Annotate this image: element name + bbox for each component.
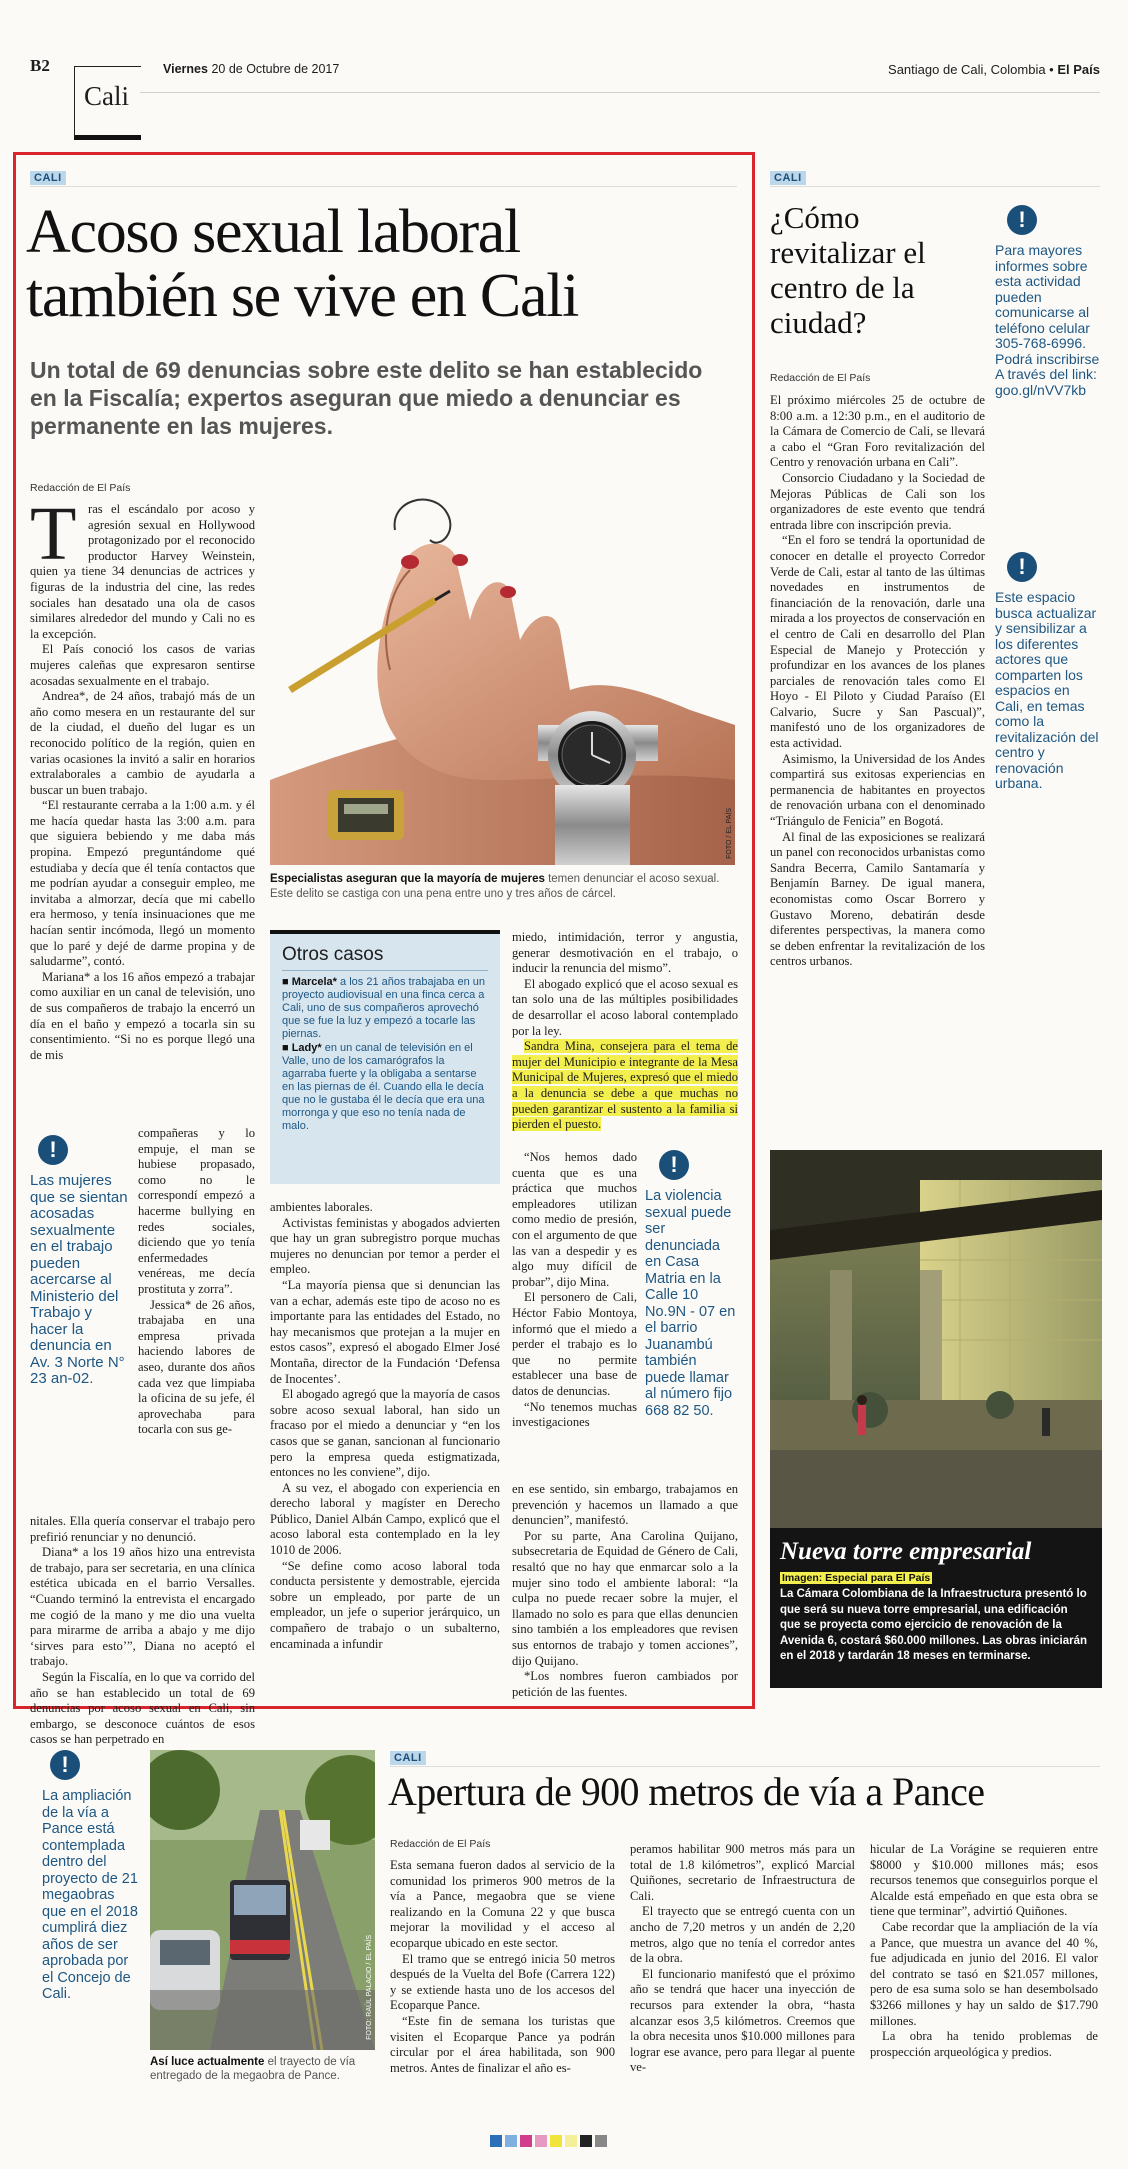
side-note-1 [30,1135,130,1388]
paragraph: El personero de Cali, Héctor Fabio Montoya, informó que el miedo a perder el trabajo es lo que no permite establecer una base de datos de denuncias. [512,1290,637,1398]
paragraph: El País conoció los casos de varias mujeres caleñas que expresaron sentirse acosadas sexualmente en el trabajo. [30,642,255,688]
dropcap: T [30,492,77,576]
main-headline [26,200,578,328]
main-column-3-bottom [512,1482,738,1700]
bottom-column-2 [630,1842,855,2076]
highlight: Sandra Mina, consejera para el tema de mujer del Municipio e integrante de la Mesa Municipal de Mujeres, expresó que el miedo a la denuncia se debe a que muchas no pueden garantizar el sustento a la familia si pierden el puesto. [512,1039,738,1132]
other-cases-box [270,930,500,1184]
case-text: en un canal de televisión en el Valle, uno de los camarógrafos la agarraba fuerte y la obligaba a sentarse en las piernas de él. Cuando ella le decía que no le gustaba él le decía que era una morronga y que eso no tenía nada de malo. [282,1042,485,1132]
bottom-byline: Redacción de El País [390,1838,491,1850]
right-byline: Redacción de El País [770,372,871,384]
swatch [550,2135,562,2147]
paragraph: en ese sentido, sin embargo, trabajamos en prevención y hacemos un llamado a que denuncien”, manifestó. [512,1482,738,1528]
paragraph: Al final de las exposiciones se realizará un panel con reconocidos urbanistas como Sandra Becerra, Camilo Santamaría y Benjamín Barney. De igual manera, economistas como Oscar Borrero y Gustavo Moreno, debatirán desde diferentes perspectivas, la manera como se deben enfrentar la revitalización de los centros urbanos. [770,829,985,969]
caption-bold: Así luce actualmente [150,2056,265,2068]
main-headline-line1: Acoso sexual laboral [26,198,520,266]
swatch [505,2135,517,2147]
right-column [770,393,985,970]
paragraph: Andrea*, de 24 años, trabajó más de un año como mesera en un restaurante del sur de la ciudad, el dueño del lugar es un reconocido político de la región, quien en varias ocasiones la invitó a salir en horarios extralaborales a cambio de ayudarla a buscar un buen trabajo. [30,689,255,797]
paragraph: compañeras y lo empuje, el man se hubiese propasado, como no le correspondí empezó a hacerme bullying en redes sociales, diciendo que yo tenía enfermedades venéreas, me decía prostituta y zorra”. [138,1126,255,1296]
side-note-1-text: Las mujeres que se sientan acosadas sexualmente en el trabajo pueden acercarse al Ministerio del Trabajo y hacer la denuncia en Av. 3 Norte N° 23 an-02. [30,1172,128,1387]
bottom-headline: Apertura de 900 metros de vía a Pance [388,1769,985,1814]
section-box [74,66,141,140]
caption-bold: Especialistas aseguran que la mayoría de mujeres [270,873,545,885]
paragraph: El próximo miércoles 25 de octubre de 8:00 a.m. a 12:30 p.m., en el auditorio de la Cámara de Comercio de Cali, se llevará a cabo el “Gran Foro revitalización del Centro y renovación urbana en Cali”. [770,393,985,470]
box-rule [282,970,488,971]
tower-caption: La Cámara Colombiana de la Infraestructura presentó lo que será su nueva torre empresarial, una edificación que se proyecta como ejercicio de renovación de la Avenida 6, costará $60.000 millones. Las obras iniciarán en el 2018 y tardarán 18 meses en terminarse. [780,1588,1088,1662]
tower-credit: Imagen: Especial para El País [782,1572,931,1584]
tower-rendering [770,1150,1102,1528]
paragraph: ambientes laborales. [270,1200,373,1214]
paragraph: *Los nombres fueron cambiados por petición de las fuentes. [512,1669,738,1699]
section-title: Cali [84,81,129,111]
header-rule [140,92,1100,93]
main-column-2 [270,1200,500,1652]
paragraph: “Nos hemos dado cuenta que es una práctica que muchos empleadores utilizan como medio de presión, con el argumento de que las van a despedir y es algo muy difícil de probar”, dijo Mina. [512,1150,637,1289]
road-photo-illustration [150,1750,375,2050]
paragraph: El abogado explicó que el acoso sexual es tan solo una de las múltiples posibilidades de desarrollar el acoso laboral contemplado por la ley. [512,976,738,1038]
case-text: a los 21 años trabajaba en un proyecto audiovisual en una finca cerca a Cali, uno de sus compañeros aprovechó que se fue la luz y empezó a tocarle las piernas. [282,976,485,1040]
other-cases-item: ■ Lady* en un canal de televisión en el Valle, uno de los camarógrafos la agarraba fuerte y la obligaba a sentarse en las piernas de él. Cuando ella le decía que no le gustaba él le decía que era una morronga y que eso no tenía nada de malo. [282,1042,485,1132]
bottom-column-1 [390,1858,615,2076]
paragraph: Mariana* a los 16 años empezó a trabajar como auxiliar en un canal de televisión, uno de sus compañeros de trabajo la encerró un día en el baño y empezó a tocarla sin su consentimiento. “Si no es porque llegó una de mis [30,969,255,1062]
header-city: Santiago de Cali, Colombia • [888,62,1054,77]
info-icon: ! [1007,205,1037,235]
paragraph: “Se define como acoso laboral toda conducta persistente y demostrable, ejercida sobre un empleado, por parte de un empleador, un jefe o superior jerárquico, un compañero de trabajo o un subalterno, encaminada a infundir [270,1558,500,1651]
bottom-kicker-wrap [390,1748,1100,1767]
paragraph: “Este fin de semana los turistas que visiten el Ecoparque Pance ya podrán circular por el área habilitada, son 900 metros. Antes de finalizar el año es- [390,2013,615,2075]
bottom-column-3 [870,1842,1098,2060]
swatch [535,2135,547,2147]
main-column-1-bottom [30,1514,255,1748]
paragraph: A su vez, el abogado con experiencia en derecho laboral y magíster en Derecho Público, Daniel Albán Campo, explicó que el acoso laboral esta contemplado en la ley 1010 de 2006. [270,1480,500,1558]
paragraph: La obra ha tenido problemas de prospección arqueológica y predios. [870,2029,1098,2059]
main-byline: Redacción de El País [30,482,131,494]
bottom-note-text: La ampliación de la vía a Pance está contemplada dentro del proyecto de 21 megaobras que en el 2018 cumplirá diez años de ser aprobada por el Concejo de Cali. [42,1788,138,2002]
tower-box [770,1150,1102,1688]
paragraph: Consorcio Ciudadano y la Sociedad de Mejoras Públicas de Cali son los organizadores de este evento que tendrá entrada libre con inscripción previa. [770,470,985,532]
paragraph: nitales. Ella quería conservar el trabajo pero prefirió renunciar y no denunció. [30,1514,255,1544]
paragraph: El trayecto que se entregó cuenta con un ancho de 7,20 metros y un andén de 2,20 metros, algo que no tenía el corredor antes de la obra. [630,1904,855,1966]
right-kicker-wrap [770,168,1100,187]
caption-rest: temen denunciar el acoso sexual. Este delito se castiga con una pena entre uno y tres años de cárcel. [270,873,720,900]
paragraph: Por su parte, Ana Carolina Quijano, subsecretaria de Equidad de Género de Cali, resaltó que no hay que enmarcar solo a la mujer sino todo el ambiente laboral: “la culpa no puede recaer sobre la mujer, el llamado no solo es para que ellas denuncien sino también a los empleadores que revisen sus entornos de trabajo y tomen acciones”, dijo Quijano. [512,1528,738,1668]
right-kicker: CALI [770,171,806,185]
bottom-kicker: CALI [390,1751,426,1765]
info-icon: ! [1007,552,1037,582]
main-column-3 [512,930,738,1133]
header-date [163,62,339,76]
caption-rest: el trayecto de vía entregado de la megaobra de Pance. [150,2056,356,2082]
main-subtitle: Un total de 69 denuncias sobre este delito se han establecido en la Fiscalía; expertos aseguran que miedo a denunciar es permanente en las mujeres. [30,357,703,439]
right-note-2 [995,552,1100,792]
other-cases-item: ■ Marcela* a los 21 años trabajaba en un proyecto audiovisual en una finca cerca a Cali, uno de sus compañeros aprovechó que se fue la luz y empezó a tocarle las piernas. [282,976,485,1040]
swatch [490,2135,502,2147]
main-kicker-wrap [30,168,737,187]
swatch [595,2135,607,2147]
page-number: B2 [30,56,50,75]
paragraph: Cabe recordar que la ampliación de la vía a Pance, que muestra un avance del 40 %, fue adjudicada en junio del 2016. El valor del contrato se tasó en $21.057 millones, pero de esa suma solo se han desembolsado $3266 millones y hay un saldo de $17.790 millones. [870,1919,1098,2028]
hands-watch-illustration [270,480,735,865]
pance-photo-caption [150,2055,375,2083]
highlighted-paragraph [512,1039,738,1133]
paragraph: ras el escándalo por acoso y agresión sexual en Hollywood protagonizado por el reconocido productor Harvey Weinstein, quien ya tiene 34 denuncias de actrices y figuras de la industria del cine, las redes sociales han desatado una ola de casos similares alrededor del mundo y Cali no es la excepción. [30,502,255,641]
swatch [580,2135,592,2147]
swatch [520,2135,532,2147]
info-icon: ! [50,1750,80,1780]
right-note-1-text: Para mayores informes sobre esta actividad pueden comunicarse al teléfono celular 305-768-6996. Podrá inscribirse A través del link: goo.gl/nVV7kb [995,242,1100,398]
main-column-3-narrow [512,1150,637,1431]
right-note-1 [995,205,1100,398]
paragraph: Diana* a los 19 años hizo una entrevista de trabajo, para ser secretaria, en una clínica estética ubicada en el barrio Versalles. “Cuando terminó la entrevista el encargado me cogió de la mano y me dio una vuelta para mirarme de arriba a abajo y me dijo ‘sirves para esto’”, Diana no aceptó el trabajo. [30,1545,255,1669]
paragraph: hicular de La Vorágine se requieren entre $8000 y $10.000 millones más; esos recursos tenemos que conseguirlos porque el Alcalde está empeñado en que esta obra se tiene que terminar”, advirtió Quiñones. [870,1842,1098,1919]
color-registration-bar [490,2135,607,2147]
main-kicker: CALI [30,171,66,185]
other-cases-title: Otros casos [282,944,384,965]
main-photo-credit: FOTO / EL PAÍS [726,808,733,859]
swatch [565,2135,577,2147]
side-note-2 [645,1150,737,1419]
paragraph: peramos habilitar 900 metros más para un total de 1.8 kilómetros”, explicó Marcial Quiñones, secretario de Infraestructura de Cali. [630,1842,855,1903]
bottom-note [42,1750,138,2003]
side-note-2-text: La violencia sexual puede ser denunciada en Casa Matria en la Calle 10 No.9N - 07 en el barrio Juanambú también puede llamar al número fijo 668 82 50. [645,1188,736,1419]
header-paper: El País [1057,62,1100,77]
paragraph: El funcionario manifestó que el próximo año se tendrá que hacer una inyección de recursos para extender la obra, “hasta alcanzar esos 3,5 kilómetros. Creemos que la obra necesita unos $10.000 millones para lograr ese avance, pero para llegar al puente ve- [630,1966,855,2075]
main-headline-line2: también se vive en Cali [26,262,579,330]
tower-title: Nueva torre empresarial [780,1538,1032,1565]
pance-photo [150,1750,375,2050]
paragraph: Esta semana fueron dados al servicio de la comunidad los primeros 900 metros de la vía a Pance, megaobra que se viene realizando en la Comuna 22 y que busca mejorar la movilidad y el acceso al ecoparque ubicado en este sector. [390,1858,615,1950]
right-note-2-text: Este espacio busca actualizar y sensibilizar a los diferentes actores que comparten los espacios en Cali, en temas como la revitalización del centro y renovación urbana. [995,589,1099,791]
paragraph: “El restaurante cerraba a la 1:00 a.m. y él me hacía quedar hasta las 3:00 a.m. para que siguiera bebiendo y me daba más propina. Empezó preguntándome qué estudiaba y decía que él tenía contactos que me podrían ayudar a conseguir empleo, me invitaba a almorzar, decía que mi cabello era hermoso, y tenía insinuaciones que me hacían sentir incómoda, llegó un momento que lo paré y dejé de darme propina y de saludarme”, contó. [30,798,255,969]
main-photo-caption [270,872,730,902]
main-column-1-narrow [138,1126,255,1438]
paragraph: Según la Fiscalía, en lo que va corrido del año se han establecido un total de 69 denuncias por acoso sexual en Cali, sin embargo, se desconoce cuántos de esos casos se han perpetrado en [30,1669,255,1747]
paragraph: Jessica* de 26 años, trabajaba en una empresa privada haciendo labores de aseo, durante dos años cada vez que limpiaba la oficina de su jefe, él aprovechaba para tocarla con sus ge- [138,1297,255,1437]
right-headline: ¿Cómo revitalizar el centro de la ciudad? [770,200,926,340]
info-icon: ! [659,1150,689,1180]
paragraph: Asimismo, la Universidad de los Andes compartirá sus exitosas experiencias en permanencia de habitantes en proyectos de renovación urbana con el denominado “Triángulo de Fenicia” en Bogotá. [770,751,985,829]
main-col1-text [30,502,255,1063]
info-icon: ! [38,1135,68,1165]
pance-photo-credit: FOTO: RAÚL PALACIO / EL PAÍS [366,1935,373,2040]
header-date-day: Viernes [163,62,208,76]
paragraph: “La mayoría piensa que si denuncian las van a echar, además este tipo de acoso no es importante para las entidades del Estado, no hay mecanismos que protejan a la mujer en estos casos”, expresó el abogado Elmer José Montaña, director de la Fundación ‘Defensa de Inocentes’. [270,1277,500,1386]
page-header [0,0,1128,140]
header-date-rest: 20 de Octubre de 2017 [211,62,340,76]
paragraph: miedo, intimidación, terror y angustia, generar desmotivación en el trabajo, o inducir la renuncia del mismo”. [512,930,738,976]
paragraph: Activistas feministas y abogados advierten que hay un gran subregistro porque muchas mujeres no denuncian por temor a perder el empleo. [270,1215,500,1277]
paragraph: El abogado agregó que la mayoría de casos sobre acoso sexual laboral, han sido un fracaso por el miedo a denunciar y “en los casos que se ganan, sancionan al funcionario pero la empresa queda estigmatizada, entonces no les conviene”, dijo. [270,1387,500,1480]
paragraph: El tramo que se entregó inicia 50 metros después de la Vuelta del Bofe (Carrera 122) y se extiende hasta uno de los accesos del Ecoparque Pance. [390,1951,615,2013]
paragraph: “En el foro se tendrá la oportunidad de conocer en detalle el proyecto Corredor Verde de Cali, estar al tanto de las últimas novedades en instrumentos de financiación de la renovación, darle una mirada a los proyectos de conservación en el centro de Cali en desarrollo del Plan Especial de Manejo y Protección y profundizar en los avances de los planes parciales de renovación tales como El Hoyo - El Piloto y Ciudad Paraíso (El Calvario, Sucre y San Pascual)”, manifestó uno de los organizadores de esta actividad. [770,533,985,751]
case-name: Lady* [291,1042,322,1054]
paragraph: “No tenemos muchas investigaciones [512,1399,637,1430]
case-name: Marcela* [291,976,337,988]
header-place [888,62,1100,77]
main-column-1 [30,492,255,1063]
main-photo [270,480,735,865]
